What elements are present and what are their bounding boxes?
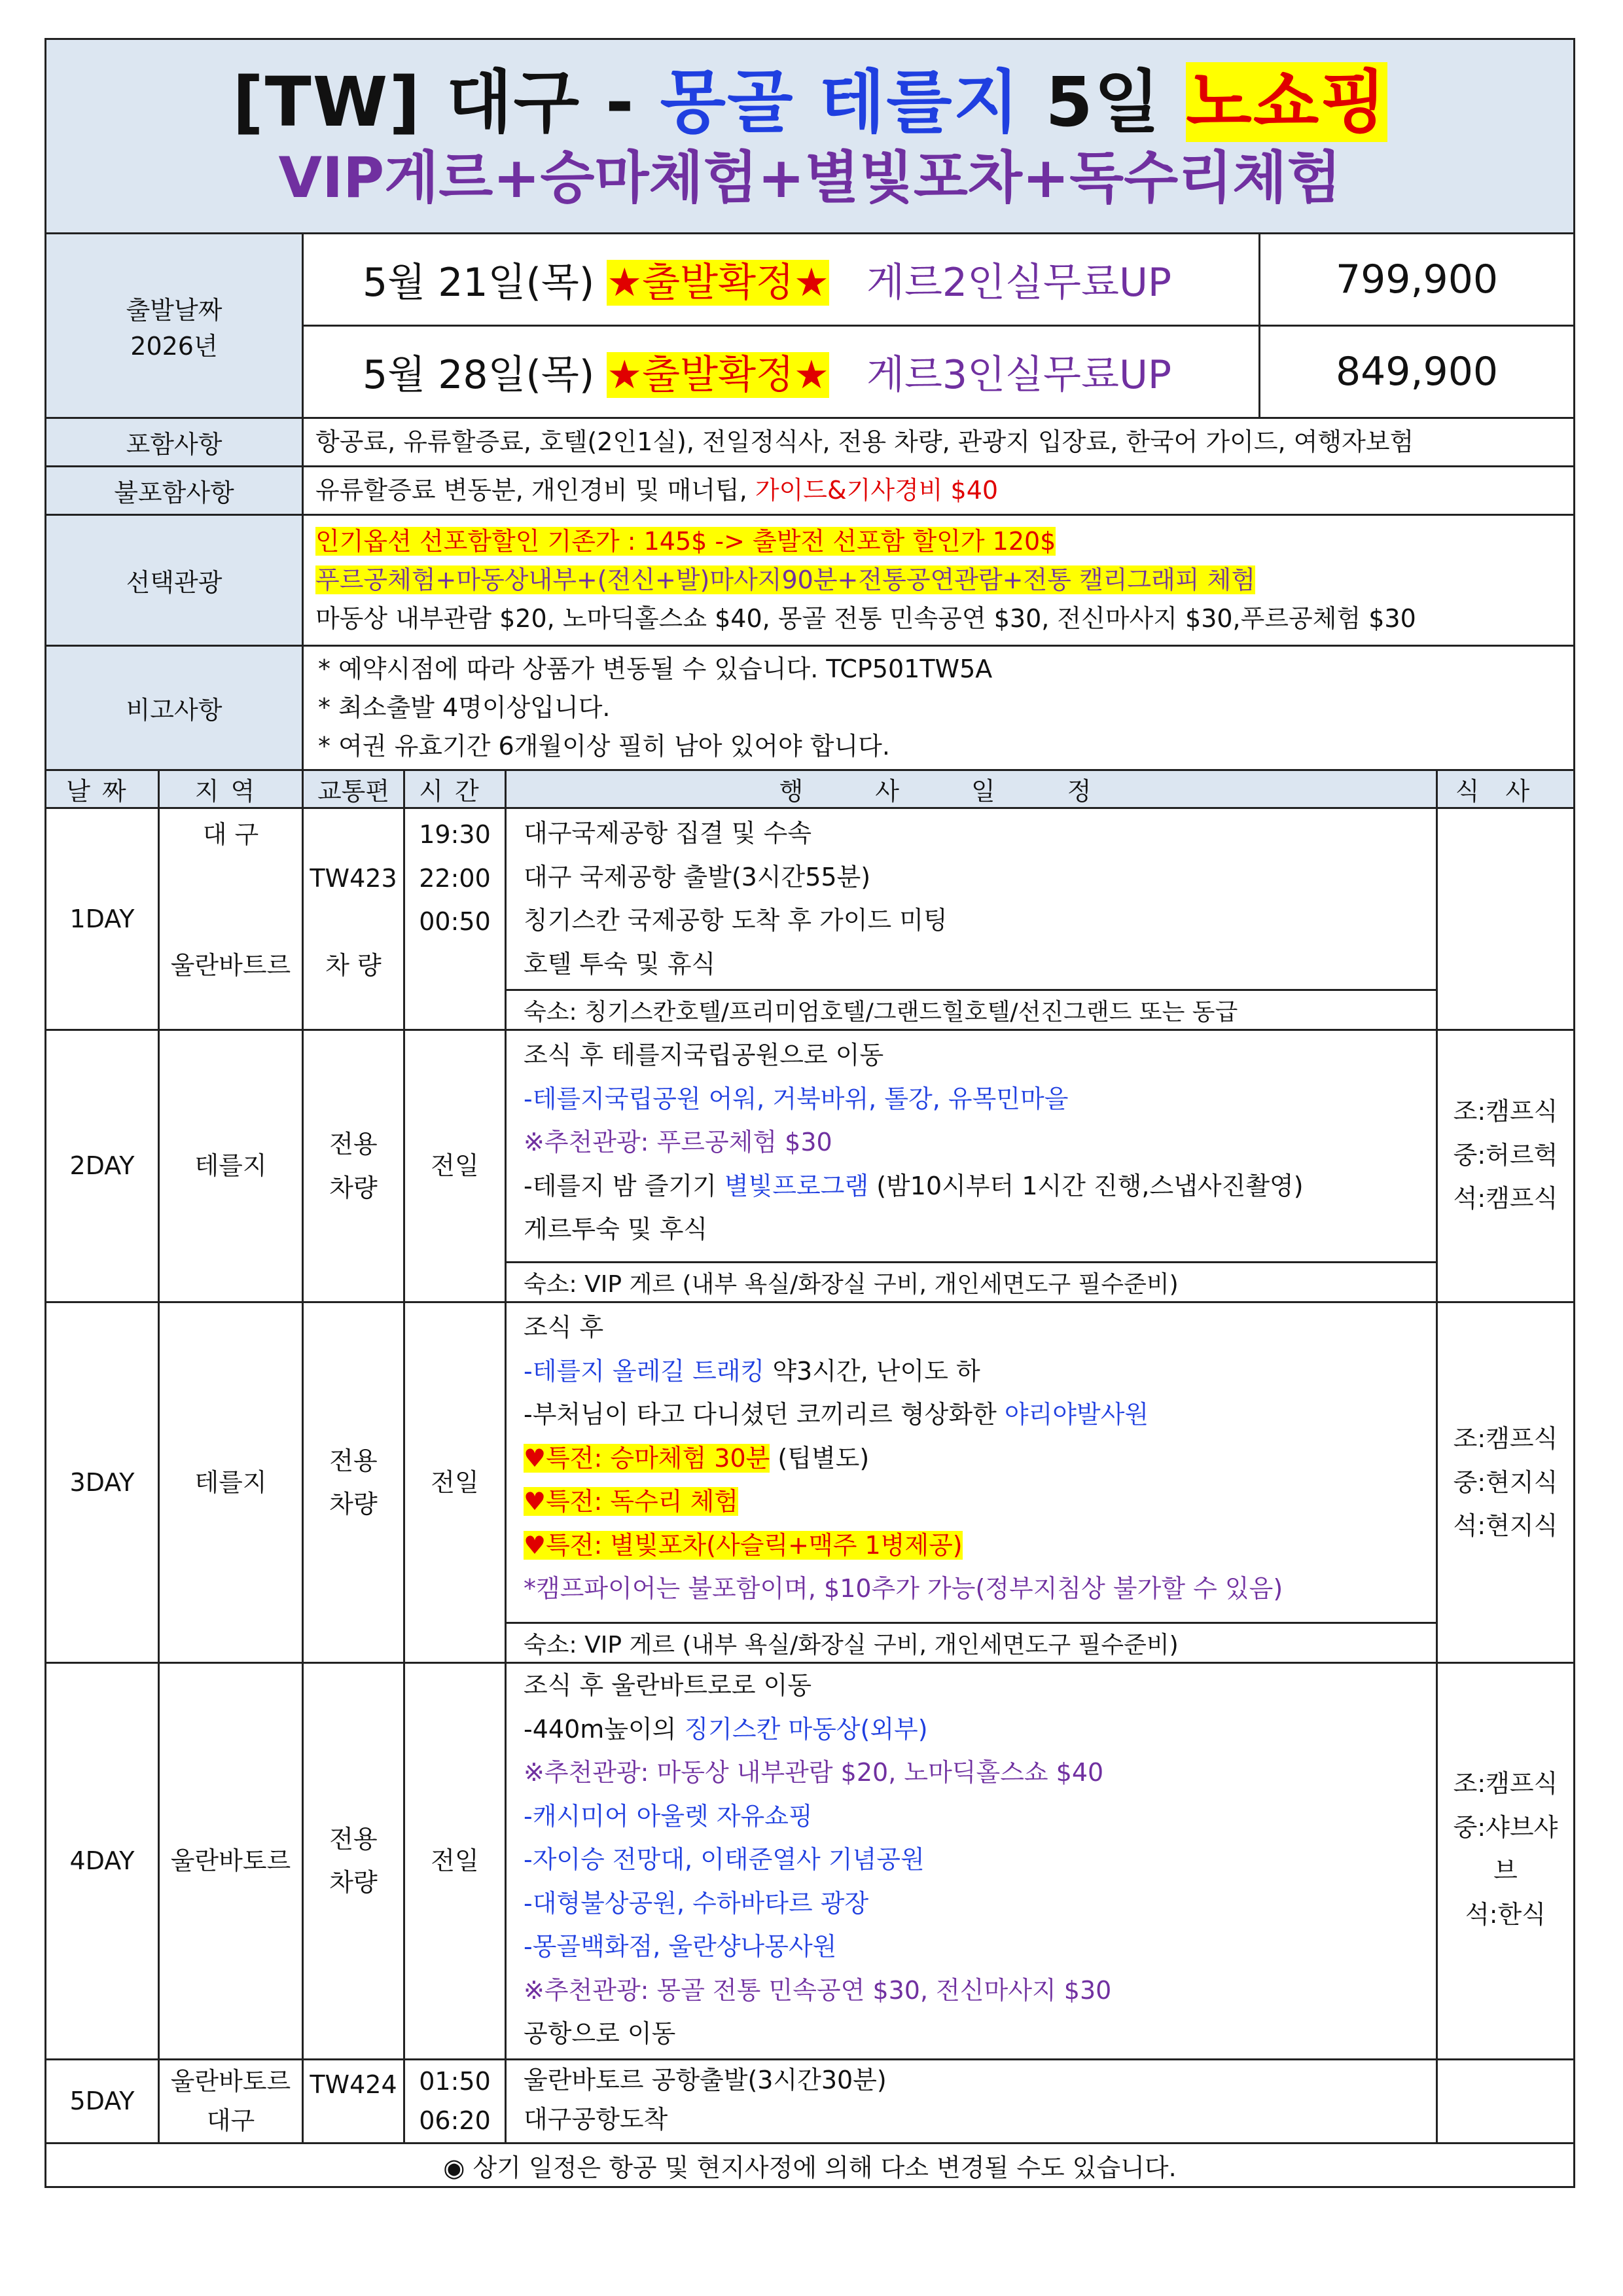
price: 849,900: [1260, 326, 1575, 418]
day-label: 4DAY: [46, 1663, 159, 2060]
itinerary-sheet: [45, 38, 1573, 2188]
page-subtitle: VIP게르+승마체험+별빛포차+독수리체험: [278, 145, 1342, 211]
excluded-text: 유류할증료 변동분, 개인경비 및 매너팁, 가이드&기사경비 $40: [303, 467, 1575, 515]
transport: TW424: [303, 2059, 404, 2144]
included-text: 항공료, 유류할증료, 호텔(2인1실), 전일정식사, 전용 차량, 관광지 입장료, 한국어 가이드, 여행자보험: [303, 418, 1575, 467]
day-row: [46, 2059, 1575, 2144]
schedule-table: [45, 769, 1575, 2188]
day-label: 3DAY: [46, 1302, 159, 1663]
accommodation: 숙소: VIP 게르 (내부 욕실/화장실 구비, 개인세면도구 필수준비): [506, 1623, 1437, 1663]
departure-row: 5월 21일(목) ★출발확정★ 게르2인실무료UP: [303, 234, 1260, 326]
status-badge: ★출발확정★: [607, 352, 829, 398]
schedule-header: 날짜 지역 교통편 시간 행사일정 식사: [46, 770, 1575, 808]
region: 울란바토르: [159, 1663, 303, 2060]
day-row: [46, 1030, 1575, 1263]
day-label: 2DAY: [46, 1030, 159, 1302]
times: 19:30 22:00 00:50: [404, 808, 506, 1030]
day-label: 1DAY: [46, 808, 159, 1030]
times: 전일: [404, 1302, 506, 1663]
meals: 조:캠프식 중:현지식 석:현지식: [1437, 1302, 1575, 1663]
remarks-text: * 예약시점에 따라 상품가 변동될 수 있습니다. TCP501TW5A * 최소출발 4명이상입니다. * 여권 유효기간 6개월이상 필히 남아 있어야 합니다.: [303, 646, 1575, 770]
transport: 전용 차량: [303, 1663, 404, 2060]
no-shopping-badge: 노쇼핑: [1186, 62, 1387, 143]
region: 테를지: [159, 1030, 303, 1302]
status-badge: ★출발확정★: [607, 260, 829, 306]
times: 전일: [404, 1030, 506, 1302]
optional-tour-label: 선택관광: [46, 515, 303, 646]
title-block: [46, 39, 1575, 234]
accommodation: 숙소: 칭기스칸호텔/프리미엄호텔/그랜드힐호텔/선진그랜드 또는 동급: [506, 990, 1437, 1030]
remarks-label: 비고사항: [46, 646, 303, 770]
day-row: [46, 1663, 1575, 2060]
footer-note: ◉ 상기 일정은 항공 및 현지사정에 의해 다소 변경될 수도 있습니다.: [46, 2144, 1575, 2187]
region: 대 구 울란바트르: [159, 808, 303, 1030]
departure-label: 출발날짜 2026년: [46, 234, 303, 418]
day-row: [46, 808, 1575, 990]
day-plan: 조식 후 -테를지 올레길 트래킹 약3시간, 난이도 하 -부처님이 타고 다니셨던 코끼리르 형상화한 야리야발사원 ♥특전: 승마체험 30분 (팁별도) ♥특전: 독수리 체험 ♥특전: 별빛포차(사슬릭+맥주 1병제공) *캠프파이어는 불포함이며, $10추가 가능(정부지침상 불가할 수 있음): [506, 1302, 1437, 1623]
day-plan: 울란바토르 공항출발(3시간30분) 대구공항도착: [506, 2059, 1437, 2144]
excluded-label: 불포함사항: [46, 467, 303, 515]
meals: [1437, 2059, 1575, 2144]
day-plan: 조식 후 테를지국립공원으로 이동 -테를지국립공원 어워, 거북바위, 톨강, 유목민마을 ※추천관광: 푸르공체험 $30 -테를지 밤 즐기기 별빛프로그램 (밤10시부터 1시간 진행,스냅사진촬영) 게르투숙 및 후식: [506, 1030, 1437, 1263]
times: 01:50 06:20: [404, 2059, 506, 2144]
transport: 전용 차량: [303, 1302, 404, 1663]
meals: 조:캠프식 중:허르헉 석:캠프식: [1437, 1030, 1575, 1302]
departure-row: 5월 28일(목) ★출발확정★ 게르3인실무료UP: [303, 326, 1260, 418]
price: 799,900: [1260, 234, 1575, 326]
page-title: [TW] 대구 - 몽골 테를지 5일 노쇼핑: [232, 62, 1387, 143]
accommodation: 숙소: VIP 게르 (내부 욕실/화장실 구비, 개인세면도구 필수준비): [506, 1263, 1437, 1302]
meals: 조:캠프식 중:샤브샤 브 석:한식: [1437, 1663, 1575, 2060]
included-label: 포함사항: [46, 418, 303, 467]
product-info-table: [45, 38, 1575, 771]
region: 테를지: [159, 1302, 303, 1663]
transport: 전용 차량: [303, 1030, 404, 1302]
optional-tour-text: 인기옵션 선포함할인 기존가 : 145$ -> 출발전 선포함 할인가 120$ 푸르공체험+마동상내부+(전신+발)마사지90분+전통공연관람+전통 캘리그래피 체험 마동상 내부관람 $20, 노마딕홀스쇼 $40, 몽골 전통 민속공연 $30, 전신마사지 $30,푸르공체험 $30: [303, 515, 1575, 646]
day-plan: 조식 후 울란바트로로 이동 -440m높이의 징기스칸 마동상(외부) ※추천관광: 마동상 내부관람 $20, 노마딕홀스쇼 $40 -캐시미어 아울렛 자유쇼핑 -자이승 전망대, 이태준열사 기념공원 -대형불상공원, 수하바타르 광장 -몽골백화점, 울란샹나몽사원 ※추천관광: 몽골 전통 민속공연 $30, 전신마사지 $30 공항으로 이동: [506, 1663, 1437, 2060]
day-label: 5DAY: [46, 2059, 159, 2144]
times: 전일: [404, 1663, 506, 2060]
day-row: [46, 1302, 1575, 1623]
meals: [1437, 808, 1575, 1030]
day-plan: 대구국제공항 집결 및 수속 대구 국제공항 출발(3시간55분) 칭기스칸 국제공항 도착 후 가이드 미팅 호텔 투숙 및 휴식: [506, 808, 1437, 990]
region: 울란바토르 대구: [159, 2059, 303, 2144]
transport: TW423 차 량: [303, 808, 404, 1030]
